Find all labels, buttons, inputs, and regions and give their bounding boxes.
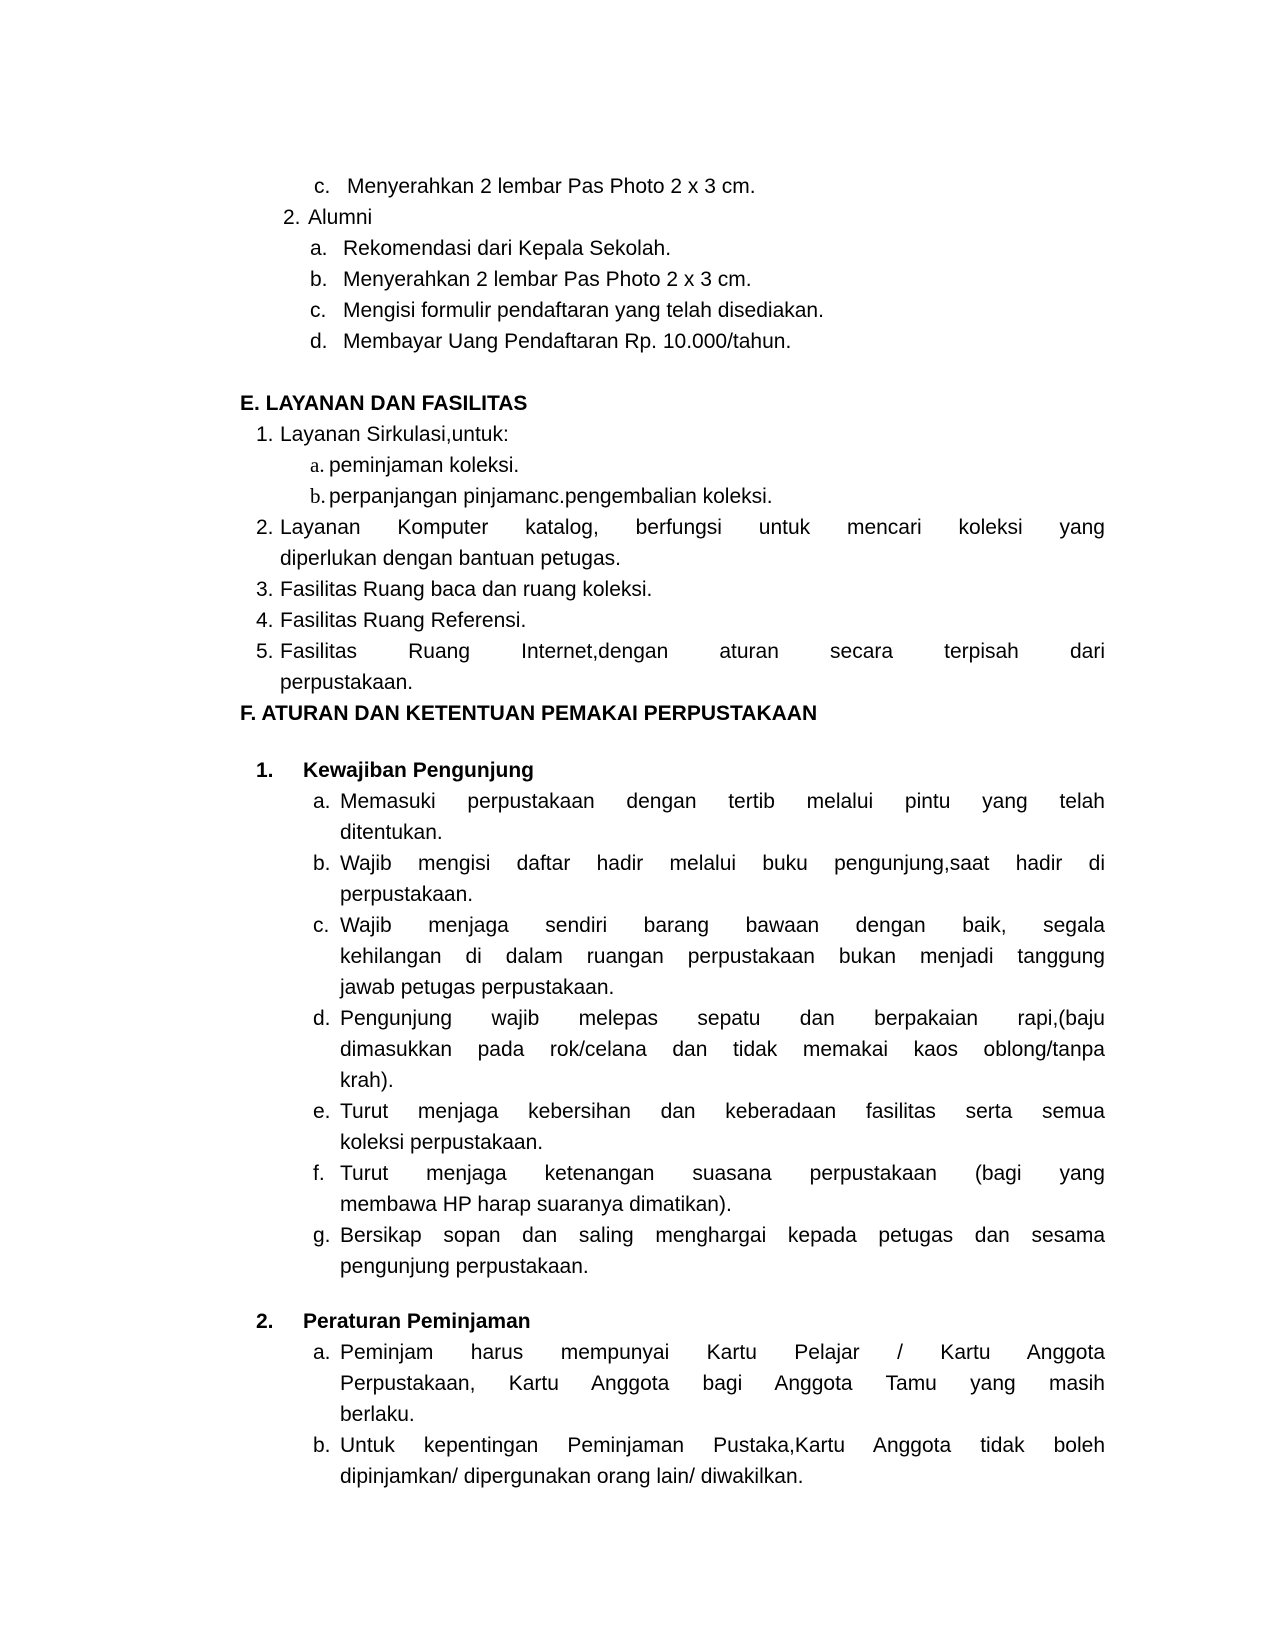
list-item [256, 755, 1105, 786]
list-marker: c. [314, 175, 331, 198]
list-marker: b. [310, 484, 326, 508]
text-line: Bersikap sopan dan saling menghargai kepada petugas dan sesama [340, 1224, 1105, 1247]
list-marker: c. [313, 914, 330, 937]
list-marker: g. [313, 1224, 331, 1247]
list-item [313, 1096, 1105, 1158]
list-item [310, 295, 1105, 326]
list-item [313, 848, 1105, 910]
list-marker: b. [310, 268, 328, 291]
list-marker: b. [313, 1434, 331, 1457]
list-item [256, 512, 1105, 574]
text-line: krah). [340, 1069, 394, 1092]
text-line: Untuk kepentingan Peminjaman Pustaka,Kartu Anggota tidak boleh [340, 1434, 1105, 1457]
list-marker: 4. [256, 609, 274, 632]
list-item [310, 326, 1105, 357]
text-line: Peraturan Peminjaman [303, 1310, 531, 1333]
text-line: perpanjangan pinjamanc.pengembalian koleksi. [329, 485, 773, 508]
list-item [314, 171, 1105, 202]
text-line: Menyerahkan 2 lembar Pas Photo 2 x 3 cm. [343, 268, 752, 291]
text-line: Rekomendasi dari Kepala Sekolah. [343, 237, 672, 260]
list-marker: a. [313, 1341, 331, 1364]
list-marker: f. [313, 1162, 325, 1185]
list-marker: 2. [256, 516, 274, 539]
list-item [283, 202, 1105, 233]
text-line: ditentukan. [340, 821, 443, 844]
list-marker: 2. [283, 206, 301, 229]
list-marker: d. [313, 1007, 331, 1030]
text-line: pengunjung perpustakaan. [340, 1255, 589, 1278]
list-item [313, 1220, 1105, 1282]
text-line: Fasilitas Ruang Referensi. [280, 609, 527, 632]
text-line: perpustakaan. [340, 883, 474, 906]
list-marker: d. [310, 330, 328, 353]
text-line: Layanan Komputer katalog, berfungsi untuk mencari koleksi yang [280, 516, 1105, 539]
text-line: dimasukkan pada rok/celana dan tidak memakai kaos oblong/tanpa [340, 1038, 1105, 1061]
text-line: koleksi perpustakaan. [340, 1131, 544, 1154]
list-item [313, 910, 1105, 1003]
text-line: dipinjamkan/ dipergunakan orang lain/ diwakilkan. [340, 1465, 804, 1488]
text-line: Memasuki perpustakaan dengan tertib melalui pintu yang telah [340, 790, 1105, 813]
text-line: Menyerahkan 2 lembar Pas Photo 2 x 3 cm. [347, 175, 756, 198]
list-item [256, 574, 1105, 605]
text-line: Wajib menjaga sendiri barang bawaan dengan baik, segala [340, 914, 1105, 937]
list-item [313, 1003, 1105, 1096]
list-marker: 2. [256, 1310, 274, 1333]
list-marker: 5. [256, 640, 274, 663]
list-marker: a. [310, 237, 328, 260]
list-marker: 3. [256, 578, 274, 601]
list-item [310, 264, 1105, 295]
list-marker: 1. [256, 423, 274, 446]
list-marker: e. [313, 1100, 331, 1123]
list-item [256, 636, 1105, 698]
section-heading: F. ATURAN DAN KETENTUAN PEMAKAI PERPUSTAKAAN [240, 702, 818, 725]
text-line: jawab petugas perpustakaan. [340, 976, 615, 999]
list-marker: b. [313, 852, 331, 875]
text-line: Fasilitas Ruang Internet,dengan aturan secara terpisah dari [280, 640, 1105, 663]
list-item [310, 233, 1105, 264]
text-line: Peminjam harus mempunyai Kartu Pelajar / Kartu Anggota [340, 1341, 1105, 1364]
list-marker: c. [310, 299, 327, 322]
list-item [310, 450, 1105, 481]
list-item [313, 1337, 1105, 1430]
text-line: peminjaman koleksi. [329, 454, 520, 477]
list-item [256, 605, 1105, 636]
text-line: Turut menjaga kebersihan dan keberadaan fasilitas serta semua [340, 1100, 1105, 1123]
text-line: Perpustakaan, Kartu Anggota bagi Anggota Tamu yang masih [340, 1372, 1105, 1395]
list-item [313, 1430, 1105, 1492]
list-item [313, 786, 1105, 848]
text-line: Fasilitas Ruang baca dan ruang koleksi. [280, 578, 653, 601]
document-body [0, 171, 1275, 1492]
text-line: berlaku. [340, 1403, 415, 1426]
section-heading: E. LAYANAN DAN FASILITAS [240, 392, 528, 415]
text-line: Membayar Uang Pendaftaran Rp. 10.000/tahun. [343, 330, 792, 353]
text-line: kehilangan di dalam ruangan perpustakaan bukan menjadi tanggung [340, 945, 1105, 968]
text-line: Kewajiban Pengunjung [303, 759, 535, 782]
list-marker: a. [310, 453, 325, 477]
list-marker: 1. [256, 759, 274, 782]
text-line: Layanan Sirkulasi,untuk: [280, 423, 509, 446]
text-line: membawa HP harap suaranya dimatikan). [340, 1193, 732, 1216]
text-line: Mengisi formulir pendaftaran yang telah disediakan. [343, 299, 824, 322]
list-marker: a. [313, 790, 331, 813]
text-line: Alumni [308, 206, 373, 229]
list-item [256, 419, 1105, 450]
list-item [313, 1158, 1105, 1220]
text-line: Wajib mengisi daftar hadir melalui buku pengunjung,saat hadir di [340, 852, 1105, 875]
list-item [256, 1306, 1105, 1337]
text-line: Turut menjaga ketenangan suasana perpustakaan (bagi yang [340, 1162, 1105, 1185]
text-line: Pengunjung wajib melepas sepatu dan berpakaian rapi,(baju [340, 1007, 1105, 1030]
text-line: perpustakaan. [280, 671, 414, 694]
list-item [310, 481, 1105, 512]
text-line: diperlukan dengan bantuan petugas. [280, 547, 621, 570]
